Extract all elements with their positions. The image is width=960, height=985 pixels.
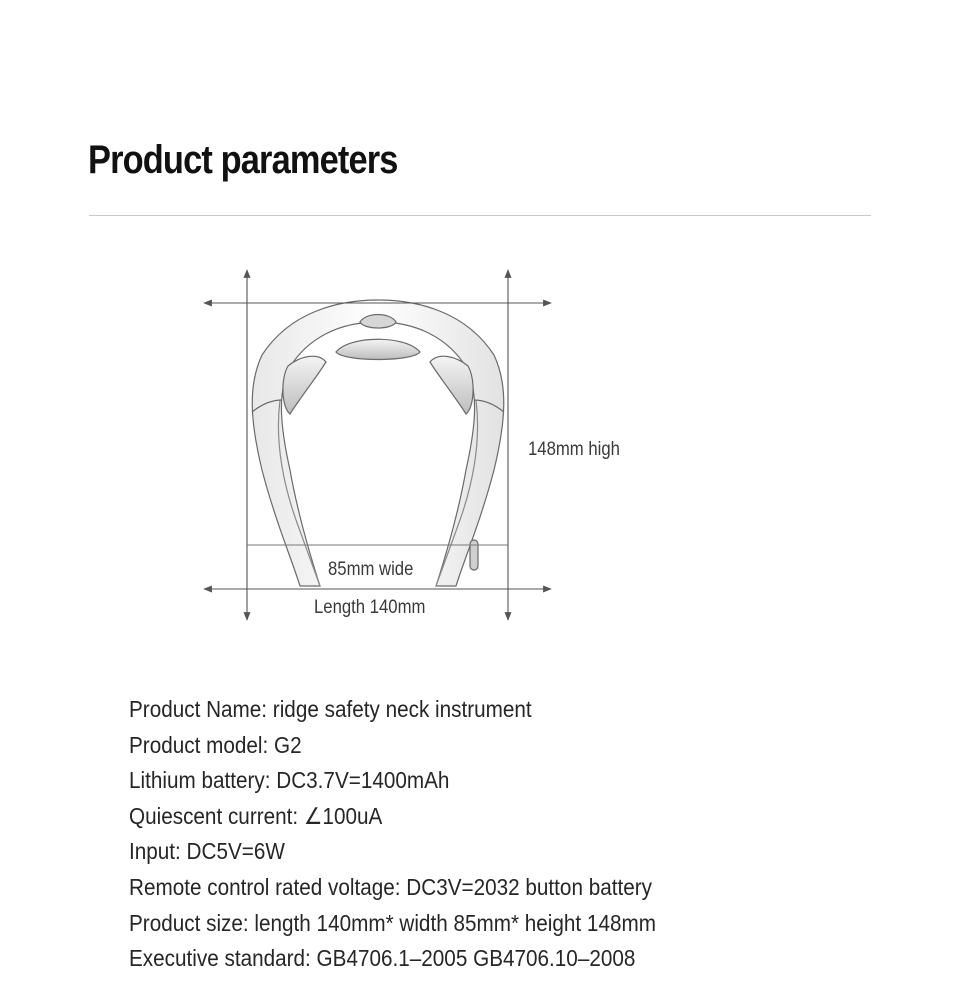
- height-label: 148mm high: [528, 438, 620, 460]
- spec-product-size: Product size: length 140mm* width 85mm* height 148mm: [129, 909, 656, 936]
- spec-product-model: Product model: G2: [129, 731, 302, 758]
- spec-lithium-battery: Lithium battery: DC3.7V=1400mAh: [129, 767, 450, 794]
- neck-massager-icon: [252, 300, 504, 586]
- spec-list: [129, 692, 715, 977]
- spec-executive-standard: Executive standard: GB4706.1–2005 GB4706.10–2008: [129, 945, 636, 972]
- width-label: 85mm wide: [328, 558, 414, 580]
- spec-quiescent-current: Quiescent current: ∠100uA: [129, 802, 383, 829]
- page-title: Product parameters: [88, 138, 398, 182]
- spec-input: Input: DC5V=6W: [129, 838, 285, 865]
- spec-remote-voltage: Remote control rated voltage: DC3V=2032 button battery: [129, 873, 652, 900]
- spec-product-name: Product Name: ridge safety neck instrument: [129, 696, 532, 722]
- length-label: Length 140mm: [314, 596, 426, 618]
